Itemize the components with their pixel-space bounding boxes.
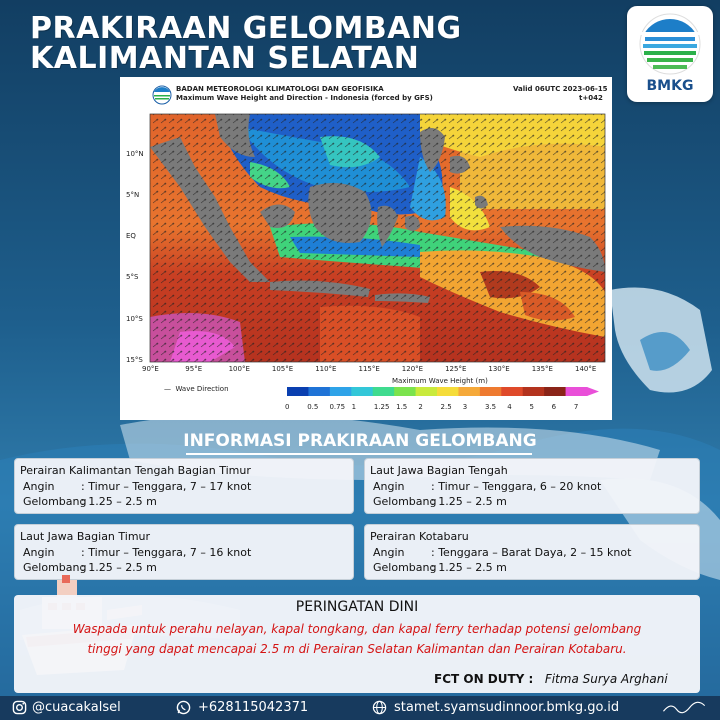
map-step: t+042 — [579, 94, 603, 102]
region-name: Laut Jawa Bagian Tengah — [370, 464, 508, 477]
region-card-kalteng-timur — [14, 458, 354, 514]
gelombang-value: : 1.25 – 2.5 m — [81, 561, 157, 574]
colorbar-tick: 0.5 — [307, 403, 319, 411]
wave-map-panel — [120, 77, 612, 420]
colorbar-tick: 4 — [507, 403, 512, 411]
logo-text: BMKG — [646, 78, 694, 94]
colorbar-segment — [351, 387, 373, 396]
lon-label: 115°E — [358, 365, 380, 373]
region-card-jawa-tengah — [364, 458, 700, 514]
colorbar-tick: 2 — [418, 403, 423, 411]
fct-label: FCT ON DUTY : — [434, 672, 534, 686]
region-card-kotabaru — [364, 524, 700, 580]
angin-label: Angin — [23, 546, 55, 559]
colorbar-segment — [394, 387, 416, 396]
colorbar-segment — [566, 387, 588, 396]
colorbar-tick: 3.5 — [485, 403, 497, 411]
angin-row — [373, 546, 631, 559]
region-name: Laut Jawa Bagian Timur — [20, 530, 151, 543]
colorbar-tick: 3 — [462, 403, 468, 411]
gelombang-row — [23, 495, 157, 508]
angin-row — [373, 480, 601, 493]
lat-label: 5°S — [126, 273, 139, 281]
region-name: Perairan Kalimantan Tengah Bagian Timur — [20, 464, 251, 477]
warning-title: PERINGATAN DINI — [295, 599, 419, 615]
globe-icon — [372, 700, 387, 715]
colorbar-tick: 0.75 — [329, 403, 346, 411]
bmkg-logo — [627, 6, 713, 102]
gelombang-label: Gelombang — [373, 495, 437, 508]
lon-label: 95°E — [185, 365, 203, 373]
gelombang-label: Gelombang — [373, 561, 437, 574]
gelombang-label: Gelombang — [23, 495, 87, 508]
colorbar-tick: 1 — [351, 403, 357, 411]
wave-direction-arrow-icon: — — [164, 385, 171, 393]
lon-label: 110°E — [315, 365, 337, 373]
angin-value: : Timur – Tenggara, 7 – 16 knot — [81, 546, 252, 559]
gelombang-value: : 1.25 – 2.5 m — [431, 561, 507, 574]
lon-label: 130°E — [488, 365, 510, 373]
lat-label: 10°N — [126, 150, 144, 158]
map-valid: Valid 06UTC 2023-06-15 — [513, 85, 608, 93]
colorbar-tick: 1.5 — [396, 403, 408, 411]
page-title — [30, 11, 462, 76]
info-title: INFORMASI PRAKIRAAN GELOMBANG — [183, 431, 537, 451]
gelombang-value: : 1.25 – 2.5 m — [431, 495, 507, 508]
wave-direction-legend — [164, 385, 229, 393]
signature-icon — [660, 700, 710, 715]
lon-label: 90°E — [142, 365, 159, 373]
angin-label: Angin — [373, 546, 405, 559]
colorbar-segment — [416, 387, 438, 396]
bmkg-emblem-icon — [627, 6, 713, 78]
fct-name: Fitma Surya Arghani — [544, 672, 668, 686]
map-subtitle: Maximum Wave Height and Direction - Indonesia (forced by GFS) — [176, 94, 433, 102]
warning-line-1: Waspada untuk perahu nelayan, kapal tongkang, dan kapal ferry terhadap potensi gelombang — [72, 622, 642, 636]
warning-line-2: tinggi yang dapat mencapai 2.5 m di Perairan Selatan Kalimantan dan Perairan Kotabaru. — [87, 642, 627, 656]
angin-value: : Tenggara – Barat Daya, 2 – 15 knot — [431, 546, 632, 559]
lon-label: 120°E — [401, 365, 424, 373]
map-agency: BADAN METEOROLOGI KLIMATOLOGI DAN GEOFISIKA — [176, 85, 384, 93]
angin-label: Angin — [373, 480, 405, 493]
colorbar-segment — [330, 387, 352, 396]
colorbar-tick: 2.5 — [440, 403, 452, 411]
region-name: Perairan Kotabaru — [370, 530, 469, 543]
colorbar-title: Maximum Wave Height (m) — [392, 377, 488, 385]
fct-on-duty — [434, 672, 668, 686]
lat-label: 5°N — [126, 191, 140, 199]
lon-label: 100°E — [228, 365, 250, 373]
gelombang-row — [373, 495, 507, 508]
colorbar-extend — [587, 387, 599, 396]
colorbar-segment — [287, 387, 309, 396]
lat-label: 15°S — [126, 356, 143, 364]
lon-label: 105°E — [271, 365, 294, 373]
lon-label: 140°E — [575, 365, 597, 373]
lat-label: EQ — [126, 232, 136, 240]
angin-value: : Timur – Tenggara, 7 – 17 knot — [81, 480, 252, 493]
title-line-2: KALIMANTAN SELATAN — [30, 41, 420, 76]
colorbar-segment — [501, 387, 523, 396]
warning-text — [14, 619, 700, 659]
colorbar-segment — [458, 387, 480, 396]
gelombang-label: Gelombang — [23, 561, 87, 574]
angin-label: Angin — [23, 480, 55, 493]
colorbar-segment — [544, 387, 566, 396]
colorbar-segment — [480, 387, 502, 396]
lon-label: 135°E — [531, 365, 553, 373]
colorbar-segment — [373, 387, 395, 396]
region-card-jawa-timur — [14, 524, 354, 580]
gelombang-row — [373, 561, 507, 574]
colorbar-segment — [308, 387, 330, 396]
colorbar-segment — [437, 387, 459, 396]
whatsapp-number[interactable]: +628115042371 — [198, 700, 309, 715]
colorbar-tick: 6 — [551, 403, 557, 411]
colorbar-tick: 5 — [529, 403, 534, 411]
colorbar-tick: 0 — [285, 403, 290, 411]
early-warning-panel — [14, 595, 700, 693]
info-title-underline — [186, 453, 532, 455]
lon-label: 125°E — [445, 365, 467, 373]
gelombang-row — [23, 561, 157, 574]
website-link[interactable]: stamet.syamsudinnoor.bmkg.go.id — [394, 700, 620, 715]
colorbar-tick: 7 — [573, 403, 579, 411]
colorbar — [287, 387, 611, 401]
colorbar-segment — [523, 387, 545, 396]
colorbar-tick: 1.25 — [373, 403, 390, 411]
wave-direction-label: Wave Direction — [175, 385, 229, 393]
angin-row — [23, 546, 251, 559]
lat-label: 10°S — [126, 315, 143, 323]
title-line-1: PRAKIRAAN GELOMBANG — [30, 11, 462, 46]
gelombang-value: : 1.25 – 2.5 m — [81, 495, 157, 508]
instagram-icon — [12, 700, 27, 715]
footer — [0, 696, 720, 720]
instagram-handle[interactable]: @cuacakalsel — [32, 700, 121, 715]
whatsapp-icon — [176, 700, 191, 715]
angin-value: : Timur – Tenggara, 6 – 20 knot — [431, 480, 602, 493]
angin-row — [23, 480, 251, 493]
